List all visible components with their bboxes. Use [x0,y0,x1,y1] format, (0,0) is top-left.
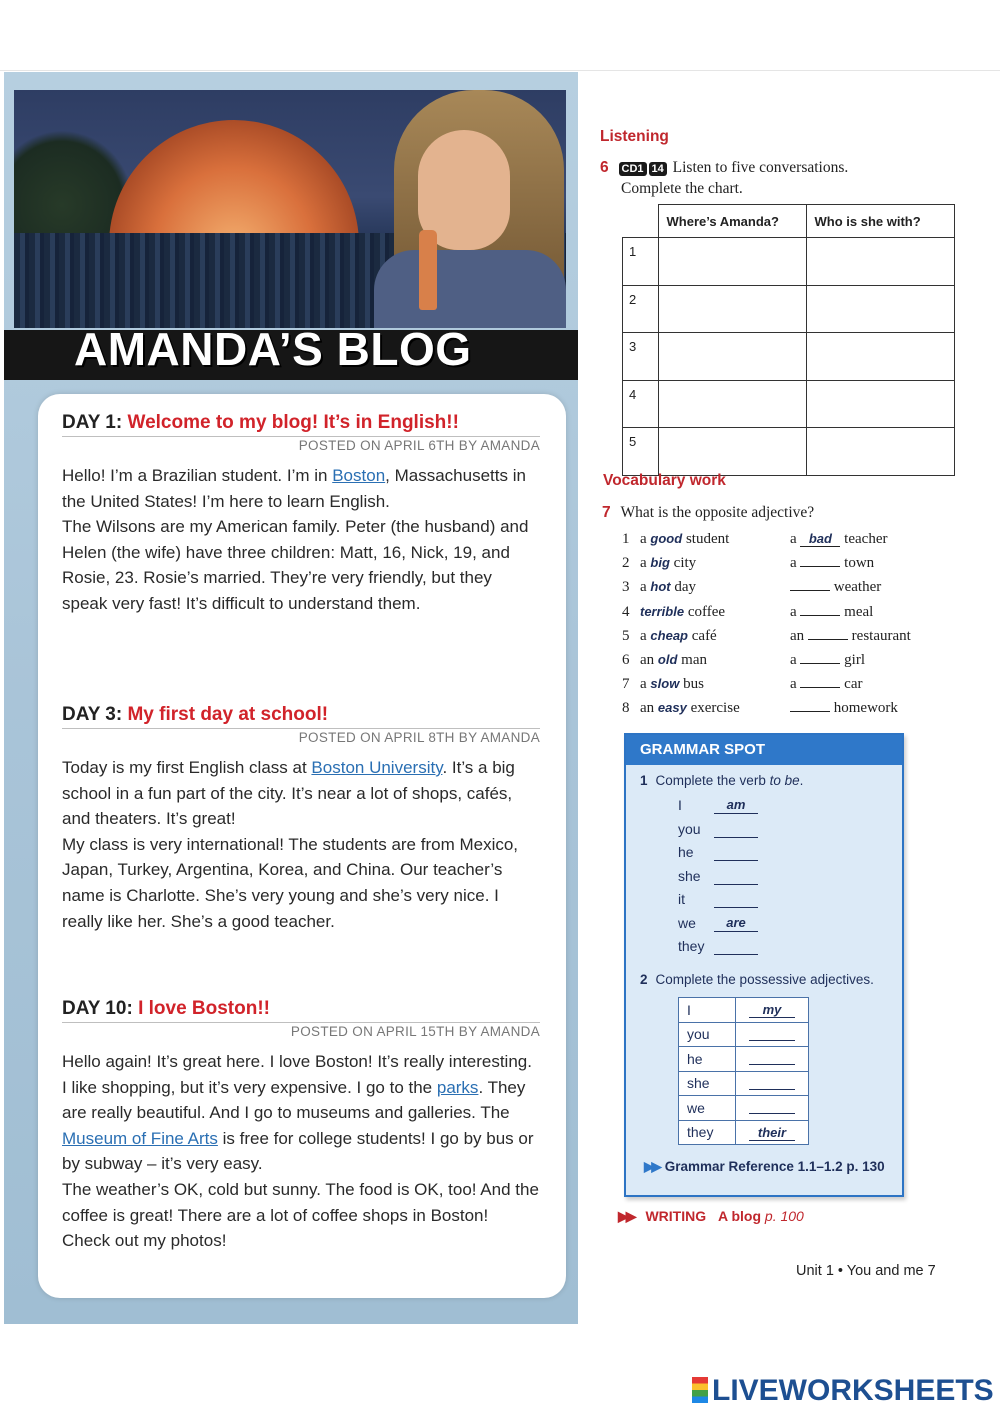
article: a [640,531,647,547]
blog-post-day-3 [62,704,540,934]
possessive-row [679,1071,809,1096]
listening-question [600,159,848,177]
watermark-text: LIVEWORKSHEETS [712,1374,994,1407]
chart-row [623,238,955,286]
adjective: easy [657,700,687,716]
question-number: 6 [600,159,609,176]
item-right [790,628,911,645]
answer-blank[interactable] [800,687,840,688]
item-number: 1 [622,531,630,547]
vocab-instruction: What is the opposite adjective? [620,504,815,521]
vocab-item [622,531,952,555]
blog-photo [14,90,566,328]
item-right [790,700,898,717]
link-boston-university[interactable]: Boston University [311,758,443,777]
answer-blank[interactable] [790,590,830,591]
item-number: 4 [622,603,630,620]
item-right [790,555,874,572]
question-number: 1 [640,773,648,788]
pronoun: she [679,1071,736,1096]
item-number: 2 [622,555,630,572]
chart-cell-where[interactable] [658,428,806,476]
verb-row [678,797,788,819]
listening-chart [622,204,955,476]
verb-row [678,821,788,843]
adjective: slow [650,676,680,692]
item-right [790,652,865,669]
noun: weather [833,579,882,596]
verb-row [678,844,788,866]
noun: teacher [844,531,888,547]
possessive-blank[interactable] [749,1074,795,1090]
vocab-question [602,504,814,522]
possessive-blank[interactable]: their [749,1125,795,1141]
answer-blank[interactable]: bad [800,531,840,547]
vocab-item [622,676,952,700]
post-day: DAY 10: [62,998,133,1019]
answer-blank[interactable] [800,615,840,616]
pronoun: we [679,1096,736,1121]
article: a [790,676,797,693]
pronoun: you [678,820,701,837]
post-paragraph [62,755,540,832]
article: a [790,555,797,572]
adjective: terrible [640,603,685,619]
noun: student [685,531,730,547]
chart-col-who: Who is she with? [806,205,954,238]
text: . [799,773,804,788]
answer-blank[interactable] [790,711,830,712]
question-number: 7 [602,504,611,521]
post-heading [62,412,540,437]
text: Hello! I’m a Brazilian student. I’m in [62,466,333,485]
chart-cell-who[interactable] [806,333,954,381]
post-day: DAY 1: [62,412,123,433]
item-number: 8 [622,700,630,717]
post-paragraph: My class is very international! The students are from Mexico, Japan, Turkey, Argentina, Korea, and China. Our teacher’s name is Charlotte. She’s very young and she’s very nice. I really like her. She’s a good teacher. [62,834,519,931]
text: . It’s a big school in a fun part of the city. It’s near a lot of shops, cafés, and theaters. It’s great! [62,758,515,829]
writing-title: A blog [717,1208,762,1224]
pronoun: it [678,891,685,907]
text: , Massachusetts in the United States! I’m here to learn English. [62,466,526,511]
noun: bus [683,676,704,693]
article: a [640,676,647,693]
possessive-cell [736,1047,809,1072]
answer-blank[interactable] [808,639,848,640]
noun: homework [833,700,898,717]
vocab-item [622,604,952,628]
text: to be [769,773,800,788]
chart-cell-where[interactable] [658,238,806,286]
item-left [640,652,707,669]
item-number: 6 [622,652,630,668]
noun: girl [844,652,866,668]
noun: meal [844,603,874,620]
verb-blank[interactable]: are [714,915,758,932]
adjective: good [650,531,683,546]
article: a [640,555,647,572]
listening-instruction: Listen to five conversations. [672,159,849,176]
post-posted-line: POSTED ON APRIL 15TH BY AMANDA [290,1024,540,1039]
post-posted-line: POSTED ON APRIL 8TH BY AMANDA [298,730,540,745]
noun: town [844,555,875,572]
chart-cell-where[interactable] [658,285,806,333]
possessive-row [679,1096,809,1121]
text: Complete the possessive adjectives. [655,972,874,987]
pronoun: I [679,998,736,1023]
grammar-reference[interactable] [644,1159,885,1175]
vocab-item [622,628,952,652]
item-right [790,579,881,596]
post-heading [62,998,540,1023]
pronoun: we [678,914,696,931]
question-number: 2 [640,972,648,987]
photo-woman-body [374,250,566,328]
possessive-blank[interactable] [749,1025,795,1041]
listening-instruction-2: Complete the chart. [621,180,743,197]
noun: man [681,652,707,668]
possessive-blank[interactable] [749,1098,795,1114]
writing-label: WRITING [645,1208,707,1224]
possessive-blank[interactable] [749,1049,795,1065]
writing-link[interactable] [618,1208,804,1225]
writing-page: p. 100 [764,1208,804,1224]
vocab-item [622,555,952,579]
post-body [62,755,540,934]
pronoun: I [678,797,682,813]
row-number: 4 [623,380,659,428]
verb-row [678,938,788,960]
verb-blank[interactable] [714,844,758,861]
vocab-item [622,700,952,724]
liveworksheets-icon [692,1377,708,1403]
item-left [640,700,740,717]
item-right [790,531,887,548]
item-left [640,579,696,596]
item-left [640,604,725,621]
chart-cell-where[interactable] [658,380,806,428]
photo-bottle [419,230,437,310]
listening-heading: Listening [600,128,669,145]
grammar-question-1 [640,773,803,788]
chart-row [623,428,955,476]
item-left [640,676,704,693]
item-number: 5 [622,627,630,644]
grammar-spot-heading: GRAMMAR SPOT [626,735,902,765]
noun: restaurant [851,627,911,644]
text: is free for college students! I go by bus or by subway – it’s very easy. [62,1128,534,1174]
item-left [640,555,696,572]
verb-blank[interactable] [714,891,758,908]
chart-row [623,285,955,333]
possessive-row [679,1022,809,1047]
row-number: 2 [623,285,659,333]
verb-blank[interactable] [714,938,758,955]
link-parks[interactable]: parks [436,1077,479,1097]
noun: car [844,676,863,693]
noun: café [691,627,717,644]
post-paragraph: The weather’s OK, cold but sunny. The food is OK, too! And the coffee is great! There are a lot of coffee shops in Boston! Check out my photos! [62,1179,539,1251]
item-left [640,531,729,548]
chart-header-row [623,205,955,238]
link-museum-of-fine-arts[interactable]: Museum of Fine Arts [62,1128,218,1148]
article: a [640,579,647,596]
item-number: 3 [622,579,630,596]
possessive-row [679,998,809,1023]
pronoun: he [679,1047,736,1072]
grammar-reference-label: Grammar Reference 1.1–1.2 p. 130 [664,1159,885,1174]
chart-corner [623,205,659,238]
possessive-cell [736,1096,809,1121]
verb-blank[interactable]: am [714,797,758,814]
row-number: 1 [623,238,659,286]
post-body [62,463,540,617]
article: an [790,627,805,644]
verb-blank[interactable] [714,868,758,885]
article: a [790,652,797,668]
blog-panel [4,72,578,1324]
article: a [790,603,797,620]
verb-row [678,868,788,890]
chart-row [623,333,955,381]
chart-cell-who[interactable] [806,238,954,286]
grammar-spot-box [624,733,904,1197]
item-right [790,676,862,693]
possessive-cell [736,998,809,1023]
item-right [790,604,873,621]
verb-row [678,891,788,913]
double-arrow-icon: ▶▶ [618,1208,634,1224]
possessive-blank[interactable]: my [749,1002,795,1018]
grammar-question-2 [640,972,874,987]
post-title: Welcome to my blog! It’s in English!! [127,412,459,433]
item-left [640,628,717,645]
chart-cell-where[interactable] [658,333,806,381]
chart-cell-who[interactable] [806,428,954,476]
pronoun: they [678,938,705,954]
liveworksheets-logo [692,1374,994,1408]
noun: coffee [687,603,726,620]
post-title: I love Boston!! [138,998,271,1019]
pronoun: she [678,867,701,884]
post-day: DAY 3: [62,704,123,725]
row-number: 3 [623,333,659,381]
possessive-cell [736,1071,809,1096]
possessive-row [679,1120,809,1145]
possessive-table [678,997,809,1145]
noun: exercise [690,700,740,717]
item-number: 7 [622,676,630,693]
cd-badge: CD1 [619,162,647,176]
pronoun: they [679,1120,736,1145]
answer-blank[interactable] [800,663,840,664]
pronoun: he [678,844,694,860]
verb-blank[interactable] [714,821,758,838]
possessive-row [679,1047,809,1072]
vocab-item [622,652,952,676]
article: an [640,652,655,668]
text: Hello again! It’s great here. I love Boston! It’s really interesting. I like shopping, but it’s very expensive. I go to the [62,1052,532,1097]
adjective: old [657,652,678,667]
double-arrow-icon: ▶▶ [644,1159,659,1174]
blog-post-day-1 [62,412,540,617]
post-paragraph: The Wilsons are my American family. Peter (the husband) and Helen (the wife) have three children: Matt, 16, Nick, 19, and Rosie, 23. Rosie’s married. They’re very friendly, but they speak very fast! It’s difficult to understand them. [62,517,529,613]
blog-post-day-10 [62,998,540,1254]
verb-row [678,915,788,937]
answer-blank[interactable] [800,566,840,567]
cd-track-badge [619,159,669,176]
row-number: 5 [623,428,659,476]
blog-card [38,394,566,1298]
track-badge: 14 [649,162,667,176]
text: . They are really beautiful. And I go to museums and galleries. The [62,1077,526,1123]
post-paragraph [62,1049,540,1177]
article: an [640,700,655,717]
adjective: hot [650,579,671,595]
blog-title: AMANDA’S BLOG [74,323,472,375]
article: a [640,627,647,644]
chart-cell-who[interactable] [806,380,954,428]
noun: day [674,579,697,596]
post-body [62,1049,540,1254]
post-title: My first day at school! [127,704,329,725]
possessive-cell [736,1120,809,1145]
vocab-heading: Vocabulary work [603,472,726,489]
post-paragraph [62,463,540,514]
adjective: big [650,555,670,571]
possessive-cell [736,1022,809,1047]
chart-col-where: Where’s Amanda? [658,205,806,238]
link-boston[interactable]: Boston [332,466,386,485]
post-posted-line: POSTED ON APRIL 6TH BY AMANDA [298,438,540,453]
vocab-item [622,579,952,603]
page-footer: Unit 1 • You and me 7 [796,1263,936,1279]
noun: city [673,555,697,572]
post-heading [62,704,540,729]
chart-cell-who[interactable] [806,285,954,333]
adjective: cheap [650,627,688,643]
chart-row [623,380,955,428]
text: Complete the verb [655,773,770,788]
pronoun: you [679,1022,736,1047]
text: Today is my first English class at [62,758,312,777]
article: a [790,531,797,547]
